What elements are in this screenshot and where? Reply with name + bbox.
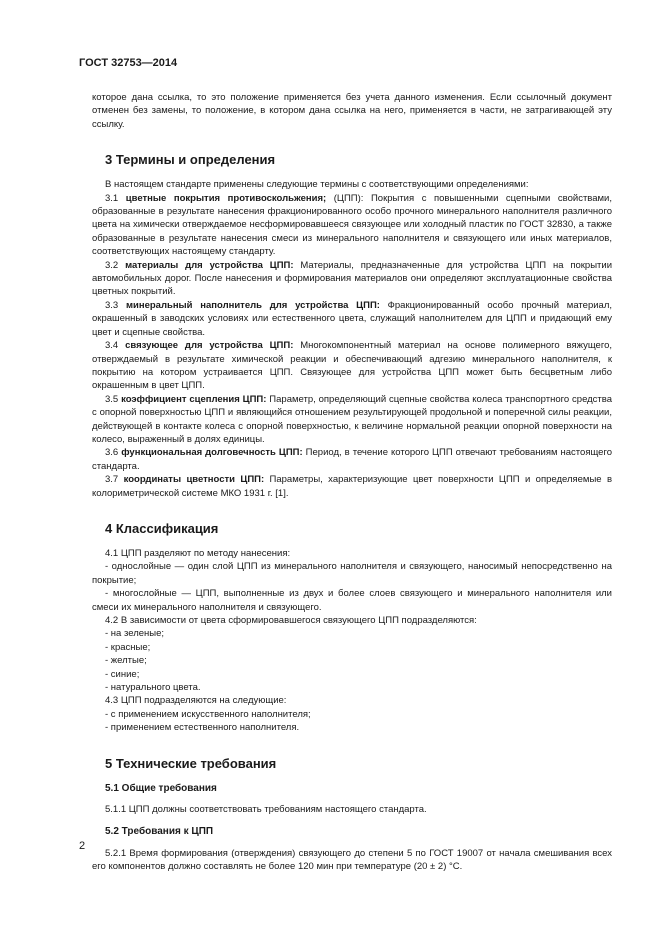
clause-5-2-1: 5.2.1 Время формирования (отверждения) связующего до степени 5 по ГОСТ 19007 от начала смешивания всех его компонентов должно составлять не более 120 мин при температуре (20 ± 2) °С.	[92, 847, 612, 873]
section-4-heading: 4 Классификация	[105, 520, 219, 536]
term-name: коэффициент сцепления ЦПП:	[121, 393, 267, 405]
term-definition: Период, в течение которого ЦПП отвечают требованиям настоящего стандарта.	[92, 447, 613, 472]
page-content	[92, 91, 612, 874]
subsection-5-1-heading: 5.1 Общие требования	[105, 782, 217, 794]
term-name: связующее для устройства ЦПП:	[125, 340, 294, 352]
term-name: функциональная долговечность ЦПП:	[121, 447, 303, 459]
term-3-4	[92, 339, 612, 393]
term-name: минеральный наполнитель для устройства ЦПП:	[125, 299, 380, 311]
clause-5-1-1: 5.1.1 ЦПП должны соответствовать требованиям настоящего стандарта.	[105, 804, 427, 816]
term-number: 3.1	[105, 192, 119, 204]
page-number: 2	[79, 840, 86, 852]
term-name: координаты цветности ЦПП:	[123, 474, 265, 486]
section-3-heading: 3 Термины и определения	[105, 152, 276, 168]
term-3-7	[92, 473, 612, 500]
term-3-3	[92, 299, 612, 339]
term-3-1	[92, 192, 612, 259]
list-item: - с применением искусственного наполнителя;	[105, 708, 311, 720]
term-3-6	[92, 446, 612, 473]
clause-4-2: 4.2 В зависимости от цвета сформировавшегося связующего ЦПП подразделяются:	[105, 615, 477, 626]
section-5-heading: 5 Технические требования	[105, 755, 277, 771]
list-item: - применением естественного наполнителя.	[105, 722, 300, 734]
section-3-lead: В настоящем стандарте применены следующие термины с соответствующими определениями:	[105, 179, 529, 191]
term-number: 3.7	[105, 474, 119, 486]
list-item: - красные;	[105, 641, 151, 653]
subsection-5-2-heading: 5.2 Требования к ЦПП	[105, 826, 214, 838]
term-name: цветные покрытия противоскольжения;	[125, 192, 327, 204]
term-definition: (ЦПП): Покрытия с повышенными сцепными свойствами, образованные в результате нанесения фракционированного особо прочного минерального наполнителя различного цвета на химически отверждаемое несформировавшееся связующее или холодный пластик по ГОСТ 32830, а также образованные в результате нанесения смеси из минерального наполнителя и связующего или иных материалов, соответствующих настоящему стандарту.	[92, 192, 612, 258]
term-3-2	[92, 259, 612, 299]
term-number: 3.5	[105, 393, 119, 405]
term-3-5	[92, 393, 612, 447]
term-name: материалы для устройства ЦПП:	[125, 259, 294, 271]
term-definition: Фракционированный особо прочный материал, окрашенный в заводских условиях или естественного цвета, служащий наполнителем для ЦПП и придающий ему цвет и сцепные свойства.	[92, 299, 612, 338]
term-number: 3.3	[105, 299, 119, 311]
list-item: - натурального цвета.	[105, 682, 201, 694]
list-item: - желтые;	[105, 655, 147, 667]
clause-4-1: 4.1 ЦПП разделяют по методу нанесения:	[105, 547, 291, 559]
list-item: - синие;	[105, 668, 140, 680]
term-definition: Параметр, определяющий сцепные свойства колеса транспортного средства с опорной поверхностью ЦПП и являющийся отношением результирующей продольной и поперечной силы реакции, действующей в контакте колеса с опорной поверхностью, к величине нормальной реакции опорной поверхности на колесо, выраженный в долях единицы.	[92, 393, 613, 445]
term-number: 3.2	[105, 259, 119, 271]
clause-4-3: 4.3 ЦПП подразделяются на следующие:	[105, 695, 287, 707]
term-number: 3.6	[105, 447, 119, 459]
list-item: - на зеленые;	[105, 628, 165, 640]
list-item: - однослойные — один слой ЦПП из минерального наполнителя и связующего, наносимый непосредственно на покрытие;	[92, 561, 612, 586]
term-definition: Параметры, характеризующие цвет поверхности ЦПП и определяемые в колориметрической системе МКО 1931 г. [1].	[92, 474, 613, 499]
term-definition: Многокомпонентный материал на основе полимерного вяжущего, отверждаемый в результате химической реакции и обеспечивающий адгезию минерального наполнителя, к покрытию на котором устраивается ЦПП. Связующее для устройства ЦПП может быть бесцветным либо окрашенным в цвет ЦПП.	[92, 340, 613, 392]
list-item: - многослойные — ЦПП, выполненные из двух и более слоев связующего и минерального наполнителя или смеси их минерального наполнителя и связующего.	[92, 588, 612, 613]
term-definition: Материалы, предназначенные для устройства ЦПП на покрытии автомобильных дорог. После нанесения и формирования материалов они определяют эксплуатационные свойства цветных покрытий.	[92, 259, 613, 298]
intro-paragraph: которое дана ссылка, то это положение применяется без учета данного изменения. Если ссылочный документ отменен без замены, то положение, в котором дана ссылка на него, применяется в части, не затрагивающей эту ссылку.	[92, 92, 612, 130]
term-number: 3.4	[105, 340, 119, 352]
document-header: ГОСТ 32753—2014	[79, 57, 178, 69]
